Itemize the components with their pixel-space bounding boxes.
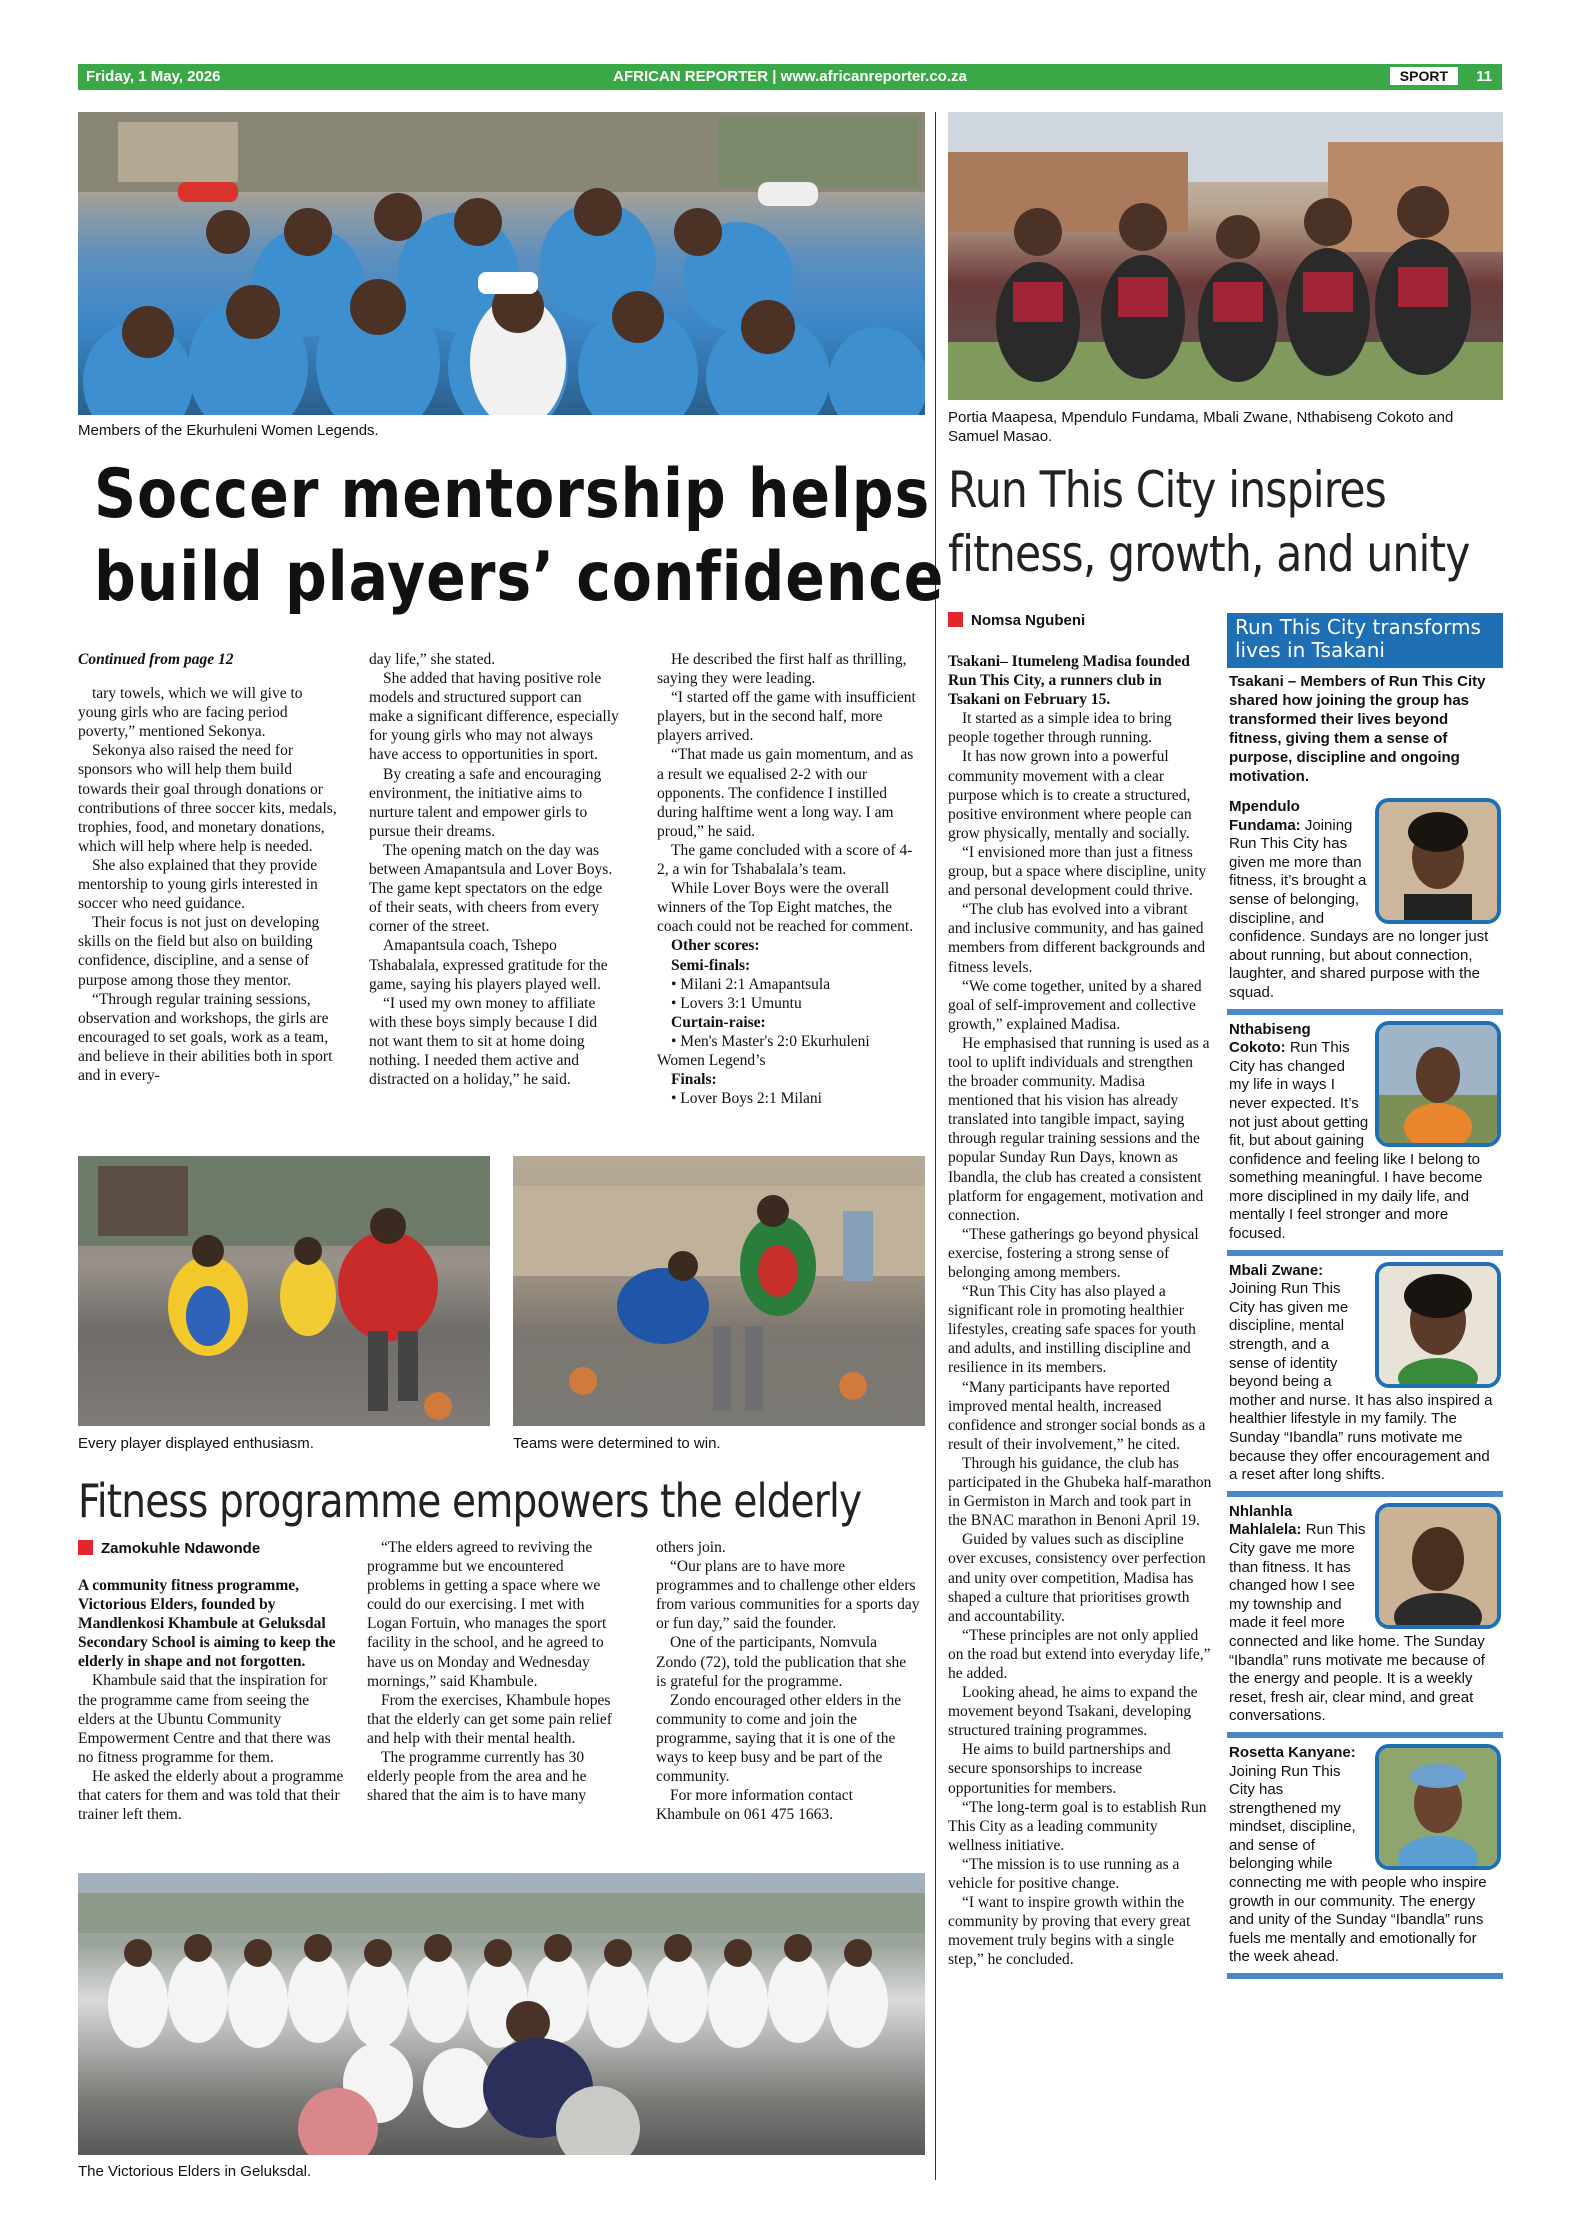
score-line: • Lover Boys 2:1 Milani [671, 1090, 822, 1108]
scores-heading: Finals: [671, 1071, 717, 1089]
elderly-column-3 [656, 1538, 920, 1824]
run-headline-line1: Run This City inspires [948, 461, 1386, 519]
paragraph: He emphasised that running is used as a tool to uplift individuals and strengthen the broader community. Madisa mentioned that his vision has already translated into tangible impact, saying through regular training sessions and the popular Sunday Run Days, known as Ibandla, the club has created a consistent platform for engagement, motivation and connection. [948, 1034, 1210, 1224]
paragraph: “Through regular training sessions, observation and workshops, the girls are encouraged to set goals, work as a team, and believe in their abilities both in sport and in every- [78, 990, 333, 1084]
paragraph: The game concluded with a score of 4-2, a win for Tshabalala’s team. [657, 841, 913, 879]
paragraph: Zondo encouraged other elders in the community to come and join the programme, saying that it is one of the ways to keep busy and be part of the community. [656, 1691, 902, 1786]
paragraph: Looking ahead, he aims to expand the movement beyond Tsakani, developing structured training programmes. [948, 1684, 1198, 1740]
profile-portrait [1375, 1262, 1501, 1388]
run-headline-line2: fitness, growth, and unity [948, 525, 1470, 583]
profile-name: Rosetta Kanyane: [1229, 1743, 1356, 1761]
elders-caption: The Victorious Elders in Geluksdal. [78, 2163, 312, 2180]
soccer-column-1 [78, 650, 338, 1085]
soccer-headline-line2: build players’ confidence [94, 538, 945, 617]
elderly-column-1 [78, 1576, 344, 1824]
profile-quote: Joining Run This City has given me more than fitness, it’s brought a sense of belonging, discipline, and confidence. Sundays are no longer just about running, but about connection, laughter, and shared purpose with the squad. [1229, 816, 1489, 1001]
paragraph: The programme currently has 30 elderly people from the area and he shared that the aim is to have many [367, 1749, 587, 1805]
determined-caption: Teams were determined to win. [513, 1435, 721, 1452]
elderly-column-2 [367, 1538, 623, 1805]
paragraph: “I started off the game with insufficient players, but in the second half, more players arrived. [657, 689, 916, 745]
paragraph: “We come together, united by a shared goal of self-improvement and collective growth,” explained Madisa. [948, 977, 1202, 1033]
paragraph: Guided by values such as discipline over excuses, consistency over perfection and unity over competition, Madisa has shaped a culture that prioritises growth and accountability. [948, 1531, 1206, 1625]
profile-quote: Run This City gave me more than fitness. It has changed how I see my township and made it feel more connected and like home. The Sunday “Ibandla” runs motivate me because of the energy and people. It is a weekly reset, fresh air, clear mind, and great conversations. [1229, 1521, 1485, 1725]
paragraph: The opening match on the day was between Amapantsula and Lover Boys. The game kept spectators on the edge of their seats, with cheers from every corner of the street. [369, 841, 613, 936]
paragraph: “I envisioned more than just a fitness group, but a space where discipline, unity and personal development could thrive. [948, 843, 1207, 900]
score-line: • Lovers 3:1 Umuntu [671, 994, 802, 1012]
testimonial-sidebar [1227, 613, 1503, 1979]
profile-card [1227, 1738, 1503, 1979]
byline-marker [948, 612, 963, 627]
run-group-photo [948, 112, 1503, 400]
issue-date: Friday, 1 May, 2026 [86, 68, 221, 85]
profile-name: Nhlanhla Mahlalela: [1229, 1502, 1302, 1539]
profile-card [1227, 792, 1503, 1015]
elderly-lead: A community fitness programme, Victorious Elders, founded by Mandlenkosi Khambule at Geluksdal Secondary School is aiming to keep the elderly in shape and not forgotten. [78, 1577, 336, 1671]
legends-photo [78, 112, 925, 415]
byline-marker [78, 1540, 93, 1555]
soccer-headline-line1: Soccer mentorship helps [94, 455, 931, 534]
profile-card [1227, 1256, 1503, 1497]
profile-card [1227, 1015, 1503, 1256]
enthusiasm-photo [78, 1156, 490, 1426]
section-label: SPORT [1390, 67, 1458, 85]
paragraph: Amapantsula coach, Tshepo Tshabalala, expressed gratitude for the game, saying his players played well. [369, 937, 608, 993]
profile-portrait [1375, 798, 1501, 924]
paragraph: She added that having positive role models and structured support can make a significant difference, especially for young girls who may not always have access to opportunities in sport. [369, 670, 619, 764]
paragraph: “That made us gain momentum, and as a result we equalised 2-2 with our opponents. The confidence I instilled during halftime went a long way. I am proud,” he said. [657, 746, 914, 840]
scores-heading: Curtain-raise: [671, 1013, 766, 1031]
scores-heading: Other scores: [671, 937, 760, 955]
paragraph: One of the participants, Nomvula Zondo (72), told the publication that she is grateful for the programme. [656, 1634, 907, 1690]
profile-quote: Joining Run This City has strengthened my mindset, discipline, and sense of belonging while connecting me with people who inspire growth in our community. The energy and unity of the Sunday “Ibandla” runs fuels me mentally and emotionally for the week ahead. [1229, 1762, 1487, 1966]
paragraph: He asked the elderly about a programme that caters for them and was told that their trainer left them. [78, 1767, 344, 1824]
profile-quote: Run This City has changed my life in ways I never expected. It’s not just about getting fit, but about gaining confidence and feeling like I belong to something meaningful. I have become more disciplined in my daily life, and mentally I feel stronger and more focused. [1229, 1039, 1483, 1243]
column-divider [935, 112, 936, 2180]
sidebar-title: Run This City transforms lives in Tsakani [1227, 613, 1503, 668]
paragraph: From the exercises, Khambule hopes that the elderly can get some pain relief and help with their mental health. [367, 1691, 612, 1747]
paragraph: “The elders agreed to reviving the programme but we encountered problems in getting a space where we could do our exercising. I met with Logan Fortuin, who manages the sport facility in the school, and he agreed to have us on Monday and Wednesday mornings,” said Khambule. [367, 1539, 607, 1690]
byline-name: Nomsa Ngubeni [971, 612, 1086, 629]
paragraph: “Many participants have reported improved mental health, increased confidence and stronger social bonds as a result of their involvement,” he cited. [948, 1378, 1206, 1453]
elders-photo [78, 1873, 925, 2155]
paragraph: “These principles are not only applied on the road but extend into everyday life,” he added. [948, 1626, 1211, 1682]
masthead: AFRICAN REPORTER | www.africanreporter.co.za [613, 68, 967, 85]
score-line: • Men's Master's 2:0 Ekurhuleni Women Legend’s [657, 1032, 870, 1069]
paragraph: By creating a safe and encouraging environment, the initiative aims to nurture talent and empower girls to pursue their dreams. [369, 765, 602, 840]
profile-name: Nthabiseng Cokoto: [1229, 1020, 1311, 1057]
profile-quote: Joining Run This City has given me discipline, mental strength, and a sense of identity beyond being a mother and nurse. It has also inspired a healthier lifestyle in my family. The Sunday “Ibandla” runs motivate me because they offer encouragement and a reset after long shifts. [1229, 1280, 1493, 1484]
elderly-byline [78, 1540, 260, 1557]
paragraph: She also explained that they provide mentorship to young girls interested in soccer who need guidance. [78, 856, 318, 913]
determined-photo [513, 1156, 925, 1426]
score-line: • Milani 2:1 Amapantsula [671, 975, 831, 993]
paragraph: Sekonya also raised the need for sponsors who will help them build towards their goal through donations or contributions of three soccer kits, medals, trophies, food, and monetary donations, which will help where help is needed. [78, 742, 337, 855]
profile-name: Mpendulo Fundama: [1229, 798, 1301, 834]
byline-name: Zamokuhle Ndawonde [101, 1540, 261, 1557]
profile-portrait [1375, 1744, 1501, 1870]
paragraph: For more information contact Khambule on 061 475 1663. [656, 1787, 853, 1824]
paragraph: “The long-term goal is to establish Run This City as a leading community wellness initiative. [948, 1798, 1207, 1854]
paragraph: “I want to inspire growth within the community by proving that every great movement truly begins with a single step,” he concluded. [948, 1894, 1191, 1969]
paragraph: He described the first half as thrilling, saying they were leading. [657, 651, 907, 688]
legends-caption: Members of the Ekurhuleni Women Legends. [78, 422, 379, 439]
paragraph: It started as a simple idea to bring people together through running. [948, 710, 1172, 747]
sidebar-intro: Tsakani – Members of Run This City shared how joining the group has transformed their lives beyond fitness, giving them a sense of purpose, discipline and ongoing motivation. [1229, 673, 1486, 785]
run-column [948, 652, 1212, 1969]
profile-portrait [1375, 1503, 1501, 1629]
profile-card [1227, 1497, 1503, 1738]
paragraph: others join. [656, 1539, 726, 1556]
paragraph: Their focus is not just on developing skills on the field but also on building confidence, discipline, and a sense of purpose among those they mentor. [78, 914, 320, 989]
paragraph: “The club has evolved into a vibrant and inclusive community, and has gained members from different backgrounds and fitness levels. [948, 901, 1206, 976]
paragraph: He aims to build partnerships and secure sponsorships to increase opportunities for members. [948, 1741, 1171, 1797]
paragraph: Through his guidance, the club has participated in the Ghubeka half-marathon in Germiston in March and took part in the BNAC marathon in Benoni April 19. [948, 1454, 1212, 1530]
paragraph: Khambule said that the inspiration for the programme came from seeing the elders at the Ubuntu Community Empowerment Centre and that there was no fitness programme for them. [78, 1672, 331, 1766]
paragraph: It has now grown into a powerful community movement with a clear purpose which is to create a structured, positive environment where people can grow physically, mentally and socially. [948, 748, 1192, 842]
paragraph: tary towels, which we will give to young girls who are facing period poverty,” mentioned Sekonya. [78, 685, 303, 741]
run-lead: Tsakani– Itumeleng Madisa founded Run This City, a runners club in Tsakani on February 15. [948, 653, 1190, 709]
run-group-caption: Portia Maapesa, Mpendulo Fundama, Mbali Zwane, Nthabiseng Cokoto and Samuel Masao. [948, 409, 1454, 445]
elderly-headline: Fitness programme empowers the elderly [78, 1474, 862, 1528]
paragraph: “Our plans are to have more programmes and to challenge other elders from various communities for a sports day or fun day,” said the founder. [656, 1558, 920, 1633]
page-number: 11 [1476, 68, 1492, 85]
profile-name: Mbali Zwane: [1229, 1261, 1324, 1279]
paragraph: “The mission is to use running as a vehicle for positive change. [948, 1855, 1180, 1892]
paragraph: “These gatherings go beyond physical exercise, fostering a strong sense of belonging among members. [948, 1225, 1199, 1281]
soccer-column-2 [369, 650, 619, 1089]
soccer-column-3 [657, 650, 919, 1108]
profile-portrait [1375, 1021, 1501, 1147]
paragraph: “Run This City has also played a significant role in promoting healthier lifestyles, creating safe spaces for youth and adults, and instilling discipline and resilience in its members. [948, 1283, 1196, 1377]
continued-note: Continued from page 12 [78, 651, 234, 668]
paragraph: While Lover Boys were the overall winners of the Top Eight matches, the coach could not be reached for comment. [657, 880, 914, 936]
page-header [78, 64, 1502, 90]
enthusiasm-caption: Every player displayed enthusiasm. [78, 1435, 314, 1452]
run-byline [948, 612, 1085, 629]
scores-heading: Semi-finals: [671, 956, 751, 974]
paragraph: “I used my own money to affiliate with these boys simply because I did not want them to sit at home doing nothing. I needed them active and distracted on a holiday,” he said. [369, 994, 598, 1089]
paragraph: day life,” she stated. [369, 651, 496, 668]
